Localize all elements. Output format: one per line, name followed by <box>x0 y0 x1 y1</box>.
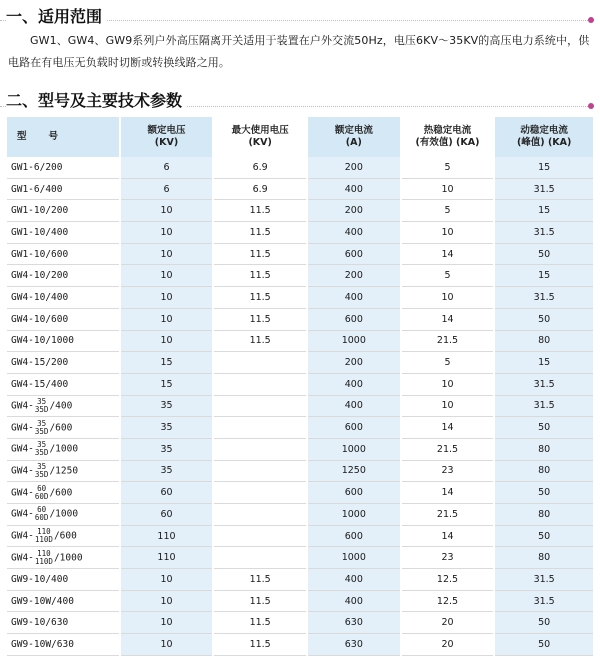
cell-rated-current: 200 <box>308 200 400 222</box>
model-suffix: /1000 <box>49 508 79 520</box>
cell-model <box>7 396 119 418</box>
table-row <box>7 547 593 569</box>
model-prefix: GW4- <box>11 443 34 455</box>
cell-dynamic-current: 50 <box>495 634 593 656</box>
cell-max-voltage <box>214 526 306 548</box>
cell-thermal-current: 10 <box>402 374 494 396</box>
table-row <box>7 504 593 526</box>
cell-max-voltage: 6.9 <box>214 157 306 179</box>
cell-rated-current: 400 <box>308 287 400 309</box>
cell-rated-voltage: 35 <box>121 396 213 418</box>
cell-dynamic-current: 31.5 <box>495 222 593 244</box>
cell-rated-current: 400 <box>308 374 400 396</box>
model-prefix: GW4- <box>11 530 34 542</box>
cell-max-voltage <box>214 504 306 526</box>
cell-dynamic-current: 15 <box>495 352 593 374</box>
cell-rated-voltage: 110 <box>121 526 213 548</box>
model-prefix: GW4- <box>11 465 34 477</box>
cell-model: GW4-15/200 <box>7 352 119 374</box>
cell-max-voltage <box>214 482 306 504</box>
cell-rated-current: 630 <box>308 634 400 656</box>
cell-model: GW9-10W/400 <box>7 591 119 613</box>
cell-max-voltage <box>214 374 306 396</box>
fraction-bottom: 60D <box>34 513 49 523</box>
cell-rated-voltage: 35 <box>121 417 213 439</box>
cell-rated-voltage: 6 <box>121 179 213 201</box>
cell-thermal-current: 12.5 <box>402 591 494 613</box>
model-suffix: /1000 <box>49 443 79 455</box>
cell-thermal-current: 14 <box>402 482 494 504</box>
cell-model: GW1-6/200 <box>7 157 119 179</box>
cell-max-voltage: 11.5 <box>214 331 306 353</box>
table-row <box>7 591 593 613</box>
cell-thermal-current: 10 <box>402 396 494 418</box>
cell-rated-voltage: 10 <box>121 265 213 287</box>
header-dynamic-current: 动稳定电流 (峰值) (KA) <box>495 117 593 157</box>
cell-dynamic-current: 80 <box>495 461 593 483</box>
table-row <box>7 331 593 353</box>
cell-model <box>7 417 119 439</box>
fraction-top: 60 <box>37 505 47 515</box>
fraction-bottom: 35D <box>34 469 49 479</box>
cell-rated-current: 400 <box>308 222 400 244</box>
fraction-top: 60 <box>37 483 47 493</box>
cell-dynamic-current: 80 <box>495 504 593 526</box>
cell-rated-current: 400 <box>308 179 400 201</box>
model-voltage-fraction <box>35 528 53 544</box>
cell-rated-voltage: 15 <box>121 352 213 374</box>
cell-dynamic-current: 80 <box>495 331 593 353</box>
cell-rated-voltage: 60 <box>121 504 213 526</box>
table-row <box>7 265 593 287</box>
table-row <box>7 179 593 201</box>
bullet-dot-icon <box>588 17 594 23</box>
cell-rated-voltage: 110 <box>121 547 213 569</box>
cell-rated-voltage: 6 <box>121 157 213 179</box>
cell-rated-current: 1000 <box>308 331 400 353</box>
cell-rated-current: 600 <box>308 309 400 331</box>
cell-max-voltage: 11.5 <box>214 591 306 613</box>
bullet-dot-icon <box>588 103 594 109</box>
table-row <box>7 157 593 179</box>
cell-max-voltage <box>214 439 306 461</box>
cell-model: GW4-10/200 <box>7 265 119 287</box>
cell-rated-current: 400 <box>308 591 400 613</box>
cell-max-voltage: 11.5 <box>214 612 306 634</box>
model-suffix: /1000 <box>53 552 83 564</box>
table-row <box>7 222 593 244</box>
header-model: 型 号 <box>7 117 119 157</box>
fraction-bottom: 110D <box>34 535 53 545</box>
model-voltage-fraction <box>35 441 49 457</box>
cell-dynamic-current: 31.5 <box>495 179 593 201</box>
cell-model: GW1-6/400 <box>7 179 119 201</box>
table-header-row <box>7 117 593 157</box>
cell-max-voltage: 11.5 <box>214 287 306 309</box>
intro-paragraph <box>8 30 590 74</box>
cell-rated-current: 400 <box>308 569 400 591</box>
cell-model: GW9-10/630 <box>7 612 119 634</box>
cell-model <box>7 504 119 526</box>
cell-max-voltage <box>214 352 306 374</box>
cell-rated-voltage: 60 <box>121 482 213 504</box>
section-2-title: 二、型号及主要技术参数 <box>6 88 186 111</box>
intro-text: GW1、GW4、GW9系列户外高压隔离开关适用于装置在户外交流50Hz，电压6KV～35KV的高压电力系统中，供电路在有电压无负载时切断或转换线路之用。 <box>8 34 590 69</box>
cell-rated-voltage: 15 <box>121 374 213 396</box>
cell-rated-current: 600 <box>308 482 400 504</box>
cell-rated-voltage: 10 <box>121 222 213 244</box>
cell-model: GW4-10/600 <box>7 309 119 331</box>
model-voltage-fraction <box>35 420 49 436</box>
table-row <box>7 526 593 548</box>
cell-model: GW4-10/400 <box>7 287 119 309</box>
cell-rated-current: 200 <box>308 352 400 374</box>
spec-table <box>5 117 595 656</box>
cell-model: GW1-10/400 <box>7 222 119 244</box>
cell-rated-voltage: 10 <box>121 591 213 613</box>
table-row <box>7 200 593 222</box>
fraction-top: 110 <box>37 548 51 558</box>
cell-rated-voltage: 10 <box>121 200 213 222</box>
cell-rated-current: 200 <box>308 265 400 287</box>
fraction-bottom: 35D <box>34 448 49 458</box>
cell-max-voltage <box>214 461 306 483</box>
cell-max-voltage <box>214 417 306 439</box>
cell-max-voltage: 11.5 <box>214 200 306 222</box>
cell-thermal-current: 10 <box>402 179 494 201</box>
cell-rated-current: 600 <box>308 244 400 266</box>
cell-dynamic-current: 31.5 <box>495 591 593 613</box>
cell-rated-voltage: 10 <box>121 244 213 266</box>
cell-rated-voltage: 10 <box>121 612 213 634</box>
table-row <box>7 417 593 439</box>
cell-dynamic-current: 31.5 <box>495 374 593 396</box>
model-suffix: /1250 <box>49 465 79 477</box>
cell-model: GW1-10/600 <box>7 244 119 266</box>
model-suffix: /400 <box>49 400 73 412</box>
cell-thermal-current: 14 <box>402 417 494 439</box>
cell-rated-current: 630 <box>308 612 400 634</box>
cell-thermal-current: 20 <box>402 634 494 656</box>
cell-rated-current: 1000 <box>308 547 400 569</box>
cell-dynamic-current: 80 <box>495 439 593 461</box>
cell-dynamic-current: 15 <box>495 200 593 222</box>
cell-rated-current: 1250 <box>308 461 400 483</box>
cell-dynamic-current: 31.5 <box>495 569 593 591</box>
cell-thermal-current: 14 <box>402 526 494 548</box>
cell-model <box>7 461 119 483</box>
cell-max-voltage: 11.5 <box>214 309 306 331</box>
cell-dynamic-current: 50 <box>495 482 593 504</box>
cell-model <box>7 439 119 461</box>
cell-dynamic-current: 15 <box>495 265 593 287</box>
cell-model: GW4-10/1000 <box>7 331 119 353</box>
cell-max-voltage <box>214 547 306 569</box>
fraction-top: 35 <box>37 461 47 471</box>
model-voltage-fraction <box>35 398 49 414</box>
cell-dynamic-current: 15 <box>495 157 593 179</box>
cell-thermal-current: 21.5 <box>402 331 494 353</box>
cell-rated-voltage: 10 <box>121 287 213 309</box>
cell-dynamic-current: 31.5 <box>495 287 593 309</box>
model-voltage-fraction <box>35 550 53 566</box>
table-row <box>7 396 593 418</box>
section-1-title: 一、适用范围 <box>6 4 106 27</box>
cell-dynamic-current: 50 <box>495 244 593 266</box>
table-row <box>7 461 593 483</box>
model-suffix: /600 <box>49 422 73 434</box>
model-prefix: GW4- <box>11 552 34 564</box>
cell-thermal-current: 20 <box>402 612 494 634</box>
cell-model: GW1-10/200 <box>7 200 119 222</box>
cell-rated-current: 600 <box>308 417 400 439</box>
cell-rated-current: 1000 <box>308 439 400 461</box>
cell-dynamic-current: 31.5 <box>495 396 593 418</box>
fraction-top: 35 <box>37 396 47 406</box>
cell-rated-voltage: 10 <box>121 569 213 591</box>
cell-thermal-current: 5 <box>402 265 494 287</box>
header-rated-current: 额定电流 (A) <box>308 117 400 157</box>
model-suffix: /600 <box>49 487 73 499</box>
table-row <box>7 309 593 331</box>
header-max-voltage: 最大使用电压 (KV) <box>214 117 306 157</box>
cell-thermal-current: 10 <box>402 287 494 309</box>
cell-max-voltage: 11.5 <box>214 634 306 656</box>
cell-dynamic-current: 50 <box>495 526 593 548</box>
cell-rated-current: 200 <box>308 157 400 179</box>
table-row <box>7 439 593 461</box>
cell-thermal-current: 23 <box>402 547 494 569</box>
model-voltage-fraction <box>35 485 49 501</box>
cell-dynamic-current: 50 <box>495 309 593 331</box>
fraction-bottom: 35D <box>34 404 49 414</box>
model-voltage-fraction <box>35 506 49 522</box>
cell-thermal-current: 21.5 <box>402 439 494 461</box>
model-prefix: GW4- <box>11 422 34 434</box>
cell-max-voltage: 6.9 <box>214 179 306 201</box>
cell-rated-voltage: 10 <box>121 634 213 656</box>
cell-max-voltage: 11.5 <box>214 569 306 591</box>
model-prefix: GW4- <box>11 508 34 520</box>
cell-dynamic-current: 80 <box>495 547 593 569</box>
cell-thermal-current: 5 <box>402 157 494 179</box>
cell-model <box>7 547 119 569</box>
cell-rated-current: 1000 <box>308 504 400 526</box>
cell-max-voltage: 11.5 <box>214 222 306 244</box>
cell-thermal-current: 12.5 <box>402 569 494 591</box>
cell-model: GW9-10/400 <box>7 569 119 591</box>
fraction-top: 35 <box>37 440 47 450</box>
header-rated-voltage: 额定电压 (KV) <box>121 117 213 157</box>
table-row <box>7 244 593 266</box>
table-row <box>7 352 593 374</box>
model-suffix: /600 <box>53 530 77 542</box>
cell-max-voltage: 11.5 <box>214 265 306 287</box>
fraction-bottom: 110D <box>34 556 53 566</box>
cell-thermal-current: 14 <box>402 309 494 331</box>
cell-model: GW4-15/400 <box>7 374 119 396</box>
table-row <box>7 287 593 309</box>
table-row <box>7 374 593 396</box>
cell-rated-current: 600 <box>308 526 400 548</box>
model-prefix: GW4- <box>11 487 34 499</box>
table-row <box>7 612 593 634</box>
header-thermal-current: 热稳定电流 (有效值) (KA) <box>402 117 494 157</box>
cell-rated-voltage: 35 <box>121 439 213 461</box>
model-voltage-fraction <box>35 463 49 479</box>
fraction-top: 110 <box>37 527 51 537</box>
cell-rated-voltage: 35 <box>121 461 213 483</box>
model-prefix: GW4- <box>11 400 34 412</box>
cell-thermal-current: 23 <box>402 461 494 483</box>
cell-model <box>7 526 119 548</box>
cell-max-voltage: 11.5 <box>214 244 306 266</box>
cell-model <box>7 482 119 504</box>
cell-rated-voltage: 10 <box>121 331 213 353</box>
cell-rated-voltage: 10 <box>121 309 213 331</box>
cell-thermal-current: 21.5 <box>402 504 494 526</box>
cell-rated-current: 400 <box>308 396 400 418</box>
fraction-bottom: 35D <box>34 426 49 436</box>
cell-model: GW9-10W/630 <box>7 634 119 656</box>
cell-thermal-current: 14 <box>402 244 494 266</box>
cell-dynamic-current: 50 <box>495 417 593 439</box>
fraction-bottom: 60D <box>34 491 49 501</box>
fraction-top: 35 <box>37 418 47 428</box>
cell-thermal-current: 5 <box>402 200 494 222</box>
cell-thermal-current: 5 <box>402 352 494 374</box>
cell-max-voltage <box>214 396 306 418</box>
table-row <box>7 482 593 504</box>
cell-thermal-current: 10 <box>402 222 494 244</box>
cell-dynamic-current: 50 <box>495 612 593 634</box>
table-row <box>7 569 593 591</box>
